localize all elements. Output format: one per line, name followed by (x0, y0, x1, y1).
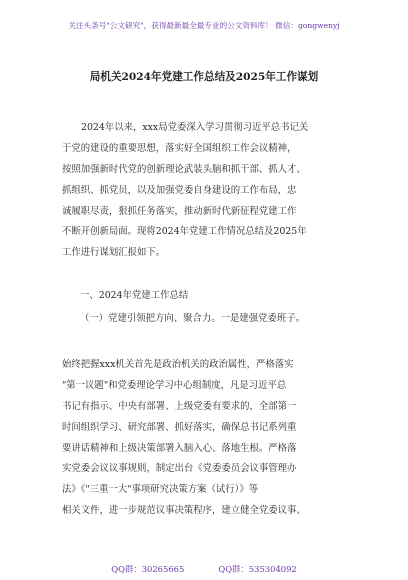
footer-qq-group-2: QQ群：535304092 (218, 564, 297, 574)
body-line: 实党委会议议事规则，制定出台《党委委员会议事管理办 (62, 463, 297, 475)
subsection-line: （一）党建引领把方向、聚合力。一是建强党委班子。 (80, 313, 306, 324)
intro-line: 于党的建设的重要思想，落实好全国组织工作会议精神， (62, 142, 297, 154)
intro-line: 不断开创新局面。现将2024年党建工作情况总结及2025年 (62, 226, 307, 238)
document-title: 局机关2024年党建工作总结及2025年工作谋划 (89, 71, 319, 83)
intro-line: 抓组织、抓党员，以及加强党委自身建设的工作布局，忠 (62, 184, 297, 196)
footer-contact (0, 564, 408, 575)
footer-qq-group-1: QQ群：30265665 (111, 564, 185, 574)
body-line: 书记有指示、中央有部署、上级党委有要求的，全部第一 (62, 400, 297, 412)
intro-line: 工作进行谋划汇报如下。 (62, 247, 166, 259)
intro-line: 2024年以来，xxx局党委深入学习贯彻习近平总书记关 (81, 122, 309, 133)
intro-line: 按照加强新时代党的创新理论武装头脑和抓干部、抓人才、 (62, 163, 306, 175)
intro-paragraph (62, 118, 352, 264)
subsection-paragraph (80, 309, 350, 330)
body-line: 相关文件，进一步规范议事决策程序，建立健全党委议事、 (62, 505, 306, 517)
body-paragraph (62, 355, 352, 522)
body-line: 时间组织学习、研究部署、抓好落实，确保总书记系列重 (62, 421, 297, 433)
body-line: 始终把握xxx机关首先是政治机关的政治属性，严格落实 (62, 359, 294, 370)
body-line: 要讲话精神和上级决策部署入脑入心、落地生根。严格落 (62, 442, 297, 454)
section-heading: 一、2024年党建工作总结 (80, 290, 189, 301)
intro-line: 诚履职尽责，狠抓任务落实，推动新时代新征程党建工作 (62, 205, 297, 217)
body-line: "第一议题"和党委理论学习中心组制度，凡是习近平总 (62, 379, 287, 391)
header-watermark-note: 关注头条号"公文研究"，获得最新最全最专业的公文资料库！ 微信：gongwenyj (68, 21, 340, 30)
body-line: 法》《"三重一大"事项研究决策方案（试行）》等 (62, 484, 259, 496)
